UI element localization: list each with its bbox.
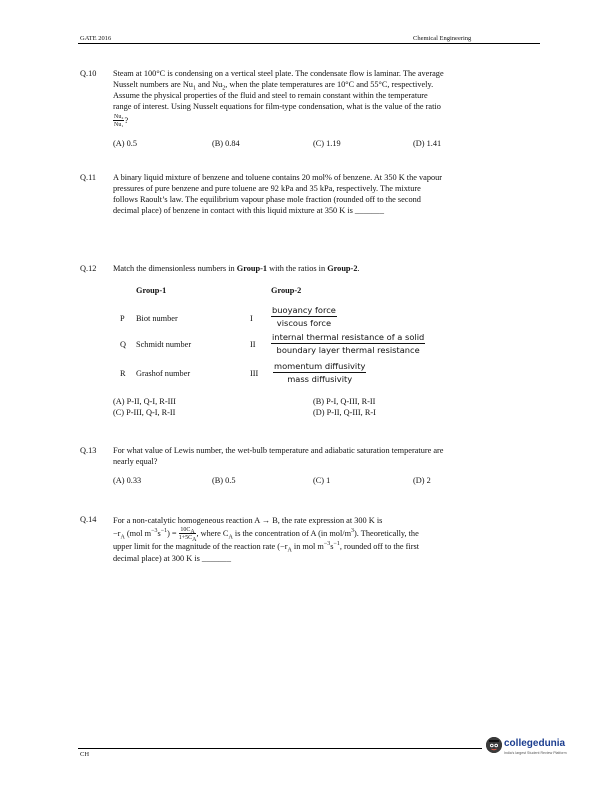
- group1-key-p: P: [120, 314, 125, 323]
- q13-option-b[interactable]: (B) 0.5: [212, 476, 236, 485]
- q12-option-d[interactable]: (D) P-II, Q-III, R-I: [313, 408, 376, 417]
- group2-ratio-i: buoyancy force viscous force: [272, 305, 336, 328]
- q10-option-b[interactable]: (B) 0.84: [212, 139, 240, 148]
- question-14-text: For a non-catalytic homogeneous reaction A → B, the rate expression at 300 K is $-r_A$ (mol $m^{-3}s^{-1}$) = $\frac{10C_A}{1+5C_A}$ , where $C_A$ is the concentration of A (in mol/$m^3$). Theoretically, the upper limit for the magnitude of the reaction rate ($-r_A$ in mol $m^{-3}s^{-1}$, rounded off to the first decimal place) at 300 K is _______: [113, 516, 420, 563]
- q13-option-d[interactable]: (D) 2: [413, 476, 431, 485]
- header-exam-label: GATE 2016: [80, 35, 112, 42]
- q10-option-d[interactable]: (D) 1.41: [413, 139, 442, 148]
- brand-tagline: India's largest Student Review Platform: [504, 751, 567, 755]
- q10-option-c[interactable]: (C) 1.19: [313, 139, 341, 148]
- group2-key-ii: II: [250, 340, 256, 349]
- group2-key-i: I: [250, 314, 253, 323]
- header-subject-label: Chemical Engineering: [413, 35, 472, 42]
- group1-heading: Group-1: [136, 286, 167, 295]
- question-10-text: Steam at 100°C is condensing on a vertical steel plate. The condensate flow is laminar. The average Nusselt numbers are $Nu_1$ and $Nu_2$, when the plate temperatures are 10°C and 55°C, respectively. Assume the physical properties of the fluid and steel to remain constant within the temperature range of interest. Using Nusselt equations for film-type condensation, what is the value of the ratio $\frac{\text{Nu₂}}{\text{Nu₁}}$ ?: [113, 69, 444, 128]
- footer-paper-code: CH: [80, 751, 90, 758]
- group1-grashof-number: Grashof number: [136, 369, 191, 378]
- brand-mascot-icon: [486, 737, 502, 753]
- nusselt-ratio: $\frac{\text{Nu₂}}{\text{Nu₁}}$: [114, 113, 124, 128]
- group2-heading: Group-2: [271, 286, 302, 295]
- group2-ratio-iii: momentum diffusivity mass diffusivity: [274, 361, 366, 384]
- question-11-text: A binary liquid mixture of benzene and toluene contains 20 mol% of benzene. At 350 K the vapour pressures of pure benzene and pure toluene are 92 kPa and 35 kPa, respectively. The mixture follows Raoult’s law. The equilibrium vapour phase mole fraction (rounded off to the second decimal place) of benzene in contact with this liquid mixture at 350 K is _______: [113, 173, 443, 215]
- q13-option-c[interactable]: (C) 1: [313, 476, 331, 485]
- group2-key-iii: III: [250, 369, 259, 378]
- group1-key-q: Q: [120, 340, 126, 349]
- brand-name: collegedunia: [504, 738, 566, 749]
- question-number-10: Q.10: [80, 69, 97, 78]
- q10-option-a[interactable]: (A) 0.5: [113, 139, 137, 148]
- header-rule: [78, 43, 540, 44]
- question-13-text: For what value of Lewis number, the wet-bulb temperature and adiabatic saturation temperature are nearly equal?: [113, 446, 444, 466]
- rate-expression-fraction: $\frac{10C_A}{1+5C_A}$: [178, 527, 197, 544]
- question-12-text: Match the dimensionless numbers in Group-1 with the ratios in Group-2.: [113, 264, 360, 273]
- group2-ratio-ii: internal thermal resistance of a solid boundary layer thermal resistance: [272, 332, 425, 355]
- q12-option-a[interactable]: (A) P-II, Q-I, R-III: [113, 397, 176, 406]
- q12-option-c[interactable]: (C) P-III, Q-I, R-II: [113, 408, 176, 417]
- question-number-14: Q.14: [80, 515, 97, 524]
- q13-option-a[interactable]: (A) 0.33: [113, 476, 142, 485]
- group1-key-r: R: [120, 369, 126, 378]
- group1-schmidt-number: Schmidt number: [136, 340, 192, 349]
- question-number-11: Q.11: [80, 173, 97, 182]
- question-number-12: Q.12: [80, 264, 97, 273]
- question-number-13: Q.13: [80, 446, 97, 455]
- footer-rule: [78, 748, 482, 749]
- group1-biot-number: Biot number: [136, 314, 178, 323]
- q12-option-b[interactable]: (B) P-I, Q-III, R-II: [313, 397, 376, 406]
